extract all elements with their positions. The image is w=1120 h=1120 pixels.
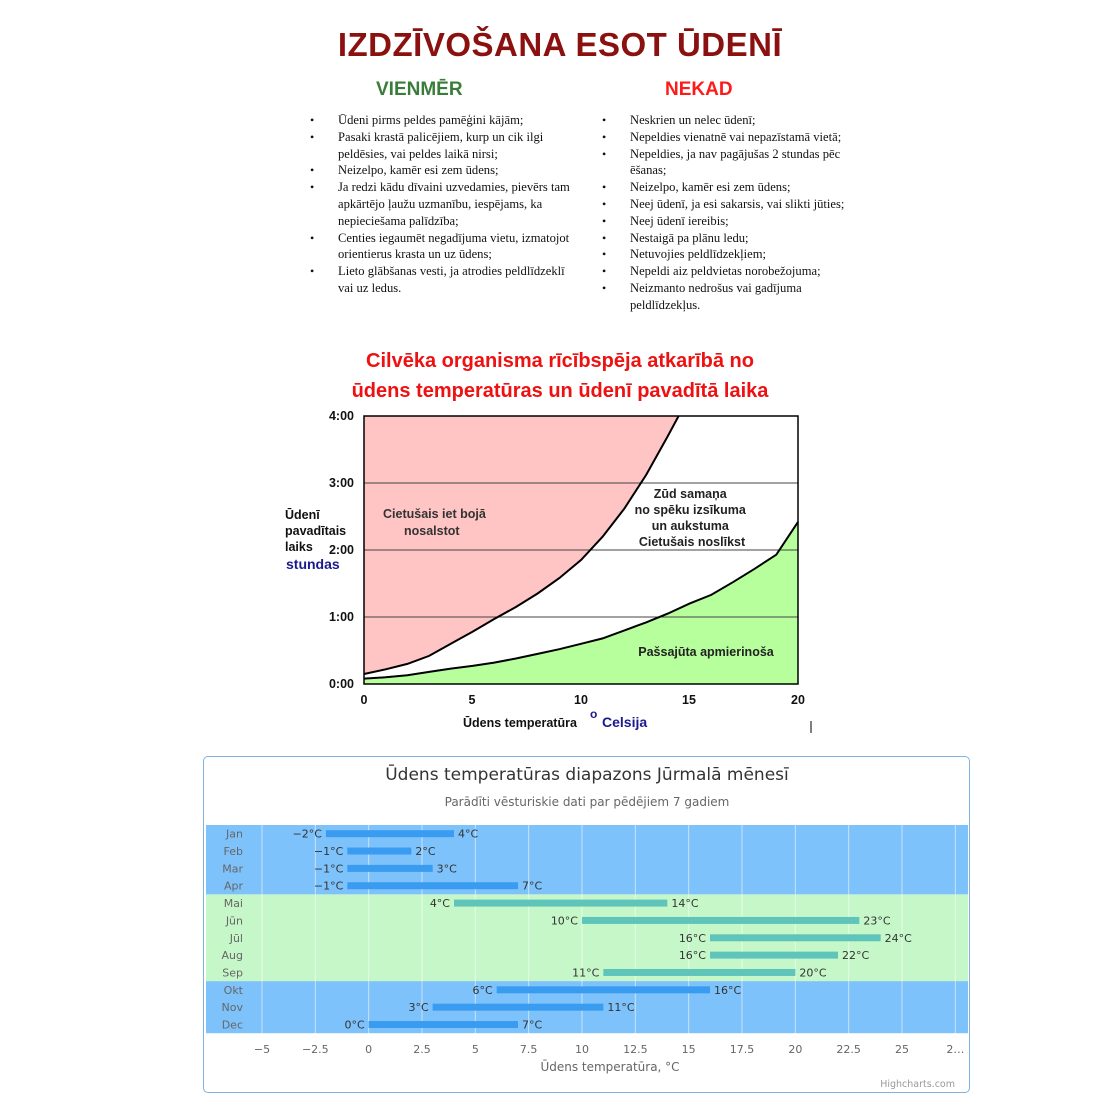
high-value-label: 11°C [607, 1001, 635, 1015]
list-item: • Neizelpo, kamēr esi zem ūdens; [310, 162, 580, 179]
category-label: Apr [223, 879, 243, 893]
y-tick-label: 1:00 [328, 610, 354, 624]
y-axis-label-line: pavadītais [285, 524, 347, 538]
never-heading: NEKAD [665, 79, 733, 100]
range-bar[interactable] [369, 1021, 518, 1028]
category-label: Nov [221, 1001, 243, 1015]
zone-exhaustion-line: Zūd samaņa [653, 487, 727, 501]
list-item: • Neizelpo, kamēr esi zem ūdens; [602, 179, 872, 196]
list-item: • Neizmanto nedrošus vai gadījuma peldlīdzekļus. [602, 280, 872, 314]
survival-chart-title-line2: ūdens temperatūras un ūdenī pavadītā laika [351, 380, 769, 402]
list-item: • Neskrien un nelec ūdenī; [602, 112, 872, 129]
category-label: Jan [226, 827, 243, 841]
degree-mark: o [590, 707, 598, 721]
low-value-label: −1°C [313, 879, 344, 893]
list-item: • Pasaki krastā palicējiem, kurp un cik ilgi peldēsies, vai peldes laikā nirsi; [310, 129, 580, 163]
category-label: Dec [221, 1018, 243, 1032]
high-value-label: 3°C [436, 862, 457, 876]
low-value-label: −1°C [313, 845, 344, 859]
low-value-label: 3°C [408, 1001, 429, 1015]
x-tick-label: 0 [365, 1043, 373, 1056]
low-value-label: −2°C [292, 827, 322, 841]
range-bar[interactable] [454, 900, 667, 907]
category-label: Feb [223, 845, 243, 859]
y-tick-label: 3:00 [328, 476, 354, 490]
category-label: Jūl [229, 931, 243, 945]
list-item: • Nepeldies, ja nav pagājušas 2 stundas pēc ēšanas; [602, 146, 872, 180]
always-heading: VIENMĒR [376, 79, 463, 100]
list-item: • Ja redzi kādu dīvaini uzvedamies, pievērs tam apkārtējo ļaužu uzmanību, iespējams, ka nepieciešama palīdzība; [310, 179, 580, 229]
x-tick-label: 5 [468, 693, 476, 707]
x-tick-label: 10 [575, 1043, 589, 1056]
page-title: IZDZĪVOŠANA ESOT ŪDENĪ [337, 26, 783, 63]
list-item: • Nepeldi aiz peldvietas norobežojuma; [602, 263, 872, 280]
y-tick-label: 4:00 [328, 409, 354, 423]
list-item: • Ūdeni pirms peldes pamēģini kājām; [310, 112, 580, 129]
x-axis-label: Ūdens temperatūra [463, 716, 577, 730]
list-item: • Nepeldies vienatnē vai nepazīstamā vietā; [602, 129, 872, 146]
x-tick-label: 22.5 [836, 1043, 861, 1056]
high-value-label: 4°C [458, 827, 479, 841]
category-label: Okt [223, 983, 243, 997]
low-value-label: 0°C [344, 1018, 365, 1032]
x-tick-label: −5 [253, 1043, 271, 1056]
low-value-label: 16°C [678, 949, 706, 963]
list-item: • Neej ūdenī, ja esi sakarsis, vai slikti jūties; [602, 196, 872, 213]
range-bar[interactable] [582, 917, 859, 924]
range-bar[interactable] [710, 934, 881, 941]
x-tick-label: −2.5 [301, 1043, 329, 1056]
x-tick-label: 25 [895, 1043, 909, 1056]
x-tick-label: 5 [471, 1043, 479, 1056]
hc-x-ticks [254, 1043, 964, 1056]
zone-safe-label: Pašsajūta apmierinoša [638, 645, 774, 659]
range-bar[interactable] [347, 882, 518, 889]
hc-credit[interactable]: Highcharts.com [880, 1079, 955, 1090]
category-label: Aug [221, 949, 243, 963]
range-bar[interactable] [433, 1004, 604, 1011]
water-temp-chart [206, 763, 968, 1090]
high-value-label: 23°C [863, 914, 891, 928]
high-value-label: 14°C [671, 897, 699, 911]
x-tick-label: 15 [681, 1043, 696, 1056]
y-axis-unit: stundas [286, 556, 340, 572]
range-bar[interactable] [347, 865, 432, 872]
low-value-label: 4°C [429, 897, 450, 911]
y-tick-label: 2:00 [328, 543, 354, 557]
list-item: • Lieto glābšanas vesti, ja atrodies peldlīdzeklī vai uz ledus. [310, 263, 580, 297]
hc-title: Ūdens temperatūras diapazons Jūrmalā mēnesī [385, 765, 789, 785]
category-label: Mar [222, 862, 243, 876]
zone-exhaustion-line: un aukstuma [651, 519, 729, 533]
high-value-label: 24°C [884, 931, 912, 945]
category-label: Mai [223, 897, 243, 911]
survival-chart-title-line1: Cilvēka organisma rīcībspēja atkarībā no [366, 350, 754, 372]
list-item: • Netuvojies peldlīdzekļiem; [602, 246, 872, 263]
hc-subtitle: Parādīti vēsturiskie dati par pēdējiem 7 gadiem [444, 795, 730, 809]
high-value-label: 7°C [522, 1018, 543, 1032]
x-tick-label: 20 [788, 1043, 803, 1056]
x-tick-label: 7.5 [519, 1043, 538, 1056]
high-value-label: 16°C [714, 983, 742, 997]
range-bar[interactable] [710, 952, 838, 959]
low-value-label: 16°C [678, 931, 706, 945]
x-tick-label: 17.5 [729, 1043, 755, 1056]
zone-exhaustion-line: Cietušais noslīkst [638, 535, 746, 549]
x-tick-label: 20 [791, 693, 805, 707]
low-value-label: 11°C [572, 966, 600, 980]
list-item: • Nestaigā pa plānu ledu; [602, 230, 872, 247]
range-bar[interactable] [603, 969, 795, 976]
low-value-label: 10°C [550, 914, 578, 928]
category-label: Jūn [225, 914, 243, 928]
high-value-label: 7°C [522, 879, 543, 893]
low-value-label: −1°C [313, 862, 344, 876]
high-value-label: 22°C [842, 949, 870, 963]
x-tick-label: 2.5 [413, 1043, 431, 1056]
list-item: • Centies iegaumēt negadījuma vietu, izmatojot orientierus krasta un uz ūdens; [310, 230, 580, 264]
hc-x-axis-label: Ūdens temperatūra, °C [540, 1060, 680, 1074]
y-tick-label: 0:00 [328, 677, 354, 691]
x-tick-label: 2… [946, 1043, 965, 1056]
x-axis-unit: Celsija [602, 714, 648, 730]
zone-danger-label: Cietušais iet bojā nosalstot [383, 507, 486, 538]
zone-exhaustion-line: no spēku izsīkuma [634, 503, 746, 517]
x-tick-label: 15 [682, 693, 696, 707]
high-value-label: 20°C [799, 966, 827, 980]
category-label: Sep [222, 966, 243, 980]
y-axis-label-line: Ūdenī [285, 508, 320, 522]
survival-chart [285, 409, 811, 733]
range-bar[interactable] [497, 986, 710, 993]
y-axis-label-line: laiks [285, 540, 313, 554]
list-item: • Neej ūdenī iereibis; [602, 213, 872, 230]
x-tick-label: 10 [574, 693, 588, 707]
low-value-label: 6°C [472, 983, 493, 997]
x-tick-label: 0 [360, 693, 368, 707]
range-bar[interactable] [347, 848, 411, 855]
high-value-label: 2°C [415, 845, 436, 859]
x-tick-label: 12.5 [623, 1043, 648, 1056]
range-bar[interactable] [326, 830, 454, 837]
